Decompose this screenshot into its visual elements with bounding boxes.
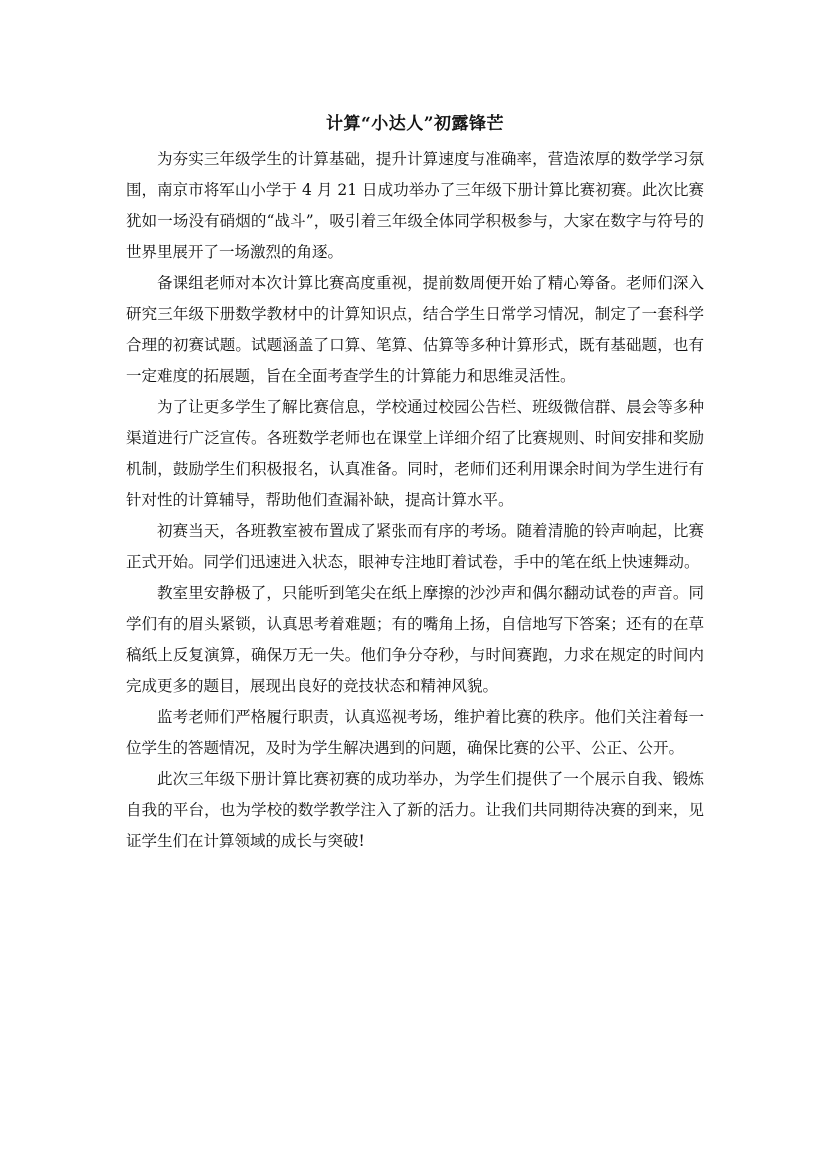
paragraph-4: 初赛当天，各班教室被布置成了紧张而有序的考场。随着清脆的铃声响起，比赛正式开始。同学们迅速进入状态，眼神专注地盯着试卷，手中的笔在纸上快速舞动。	[126, 522, 704, 571]
paragraph-1: 为夯实三年级学生的计算基础，提升计算速度与准确率，营造浓厚的数学学习氛围，南京市将军山小学于 4 月 21 日成功举办了三年级下册计算比赛初赛。此次比赛犹如一场没有硝烟的“战斗”，吸引着三年级全体同学积极参与，大家在数字与符号的世界里展开了一场激烈的角逐。	[126, 150, 704, 261]
paragraph-3: 为了让更多学生了解比赛信息，学校通过校园公告栏、班级微信群、晨会等多种渠道进行广泛宣传。各班数学老师也在课堂上详细介绍了比赛规则、时间安排和奖励机制，鼓励学生们积极报名，认真准备。同时，老师们还利用课余时间为学生进行有针对性的计算辅导，帮助他们查漏补缺，提高计算水平。	[126, 398, 704, 509]
paragraph-6: 监考老师们严格履行职责，认真巡视考场，维护着比赛的秩序。他们关注着每一位学生的答题情况，及时为学生解决遇到的问题，确保比赛的公平、公正、公开。	[126, 708, 704, 757]
article-title: 计算“小达人”初露锋芒	[325, 114, 505, 134]
article	[126, 108, 704, 857]
paragraph-5: 教室里安静极了，只能听到笔尖在纸上摩擦的沙沙声和偶尔翻动试卷的声音。同学们有的眉头紧锁，认真思考着难题；有的嘴角上扬，自信地写下答案；还有的在草稿纸上反复演算，确保万无一失。他们争分夺秒，与时间赛跑，力求在规定的时间内完成更多的题目，展现出良好的竞技状态和精神风貌。	[126, 584, 704, 695]
paragraph-7: 此次三年级下册计算比赛初赛的成功举办，为学生们提供了一个展示自我、锻炼自我的平台，也为学校的数学教学注入了新的活力。让我们共同期待决赛的到来，见证学生们在计算领域的成长与突破!	[126, 770, 704, 850]
paragraph-2: 备课组老师对本次计算比赛高度重视，提前数周便开始了精心筹备。老师们深入研究三年级下册数学教材中的计算知识点，结合学生日常学习情况，制定了一套科学合理的初赛试题。试题涵盖了口算、笔算、估算等多种计算形式，既有基础题，也有一定难度的拓展题，旨在全面考查学生的计算能力和思维灵活性。	[126, 274, 704, 385]
